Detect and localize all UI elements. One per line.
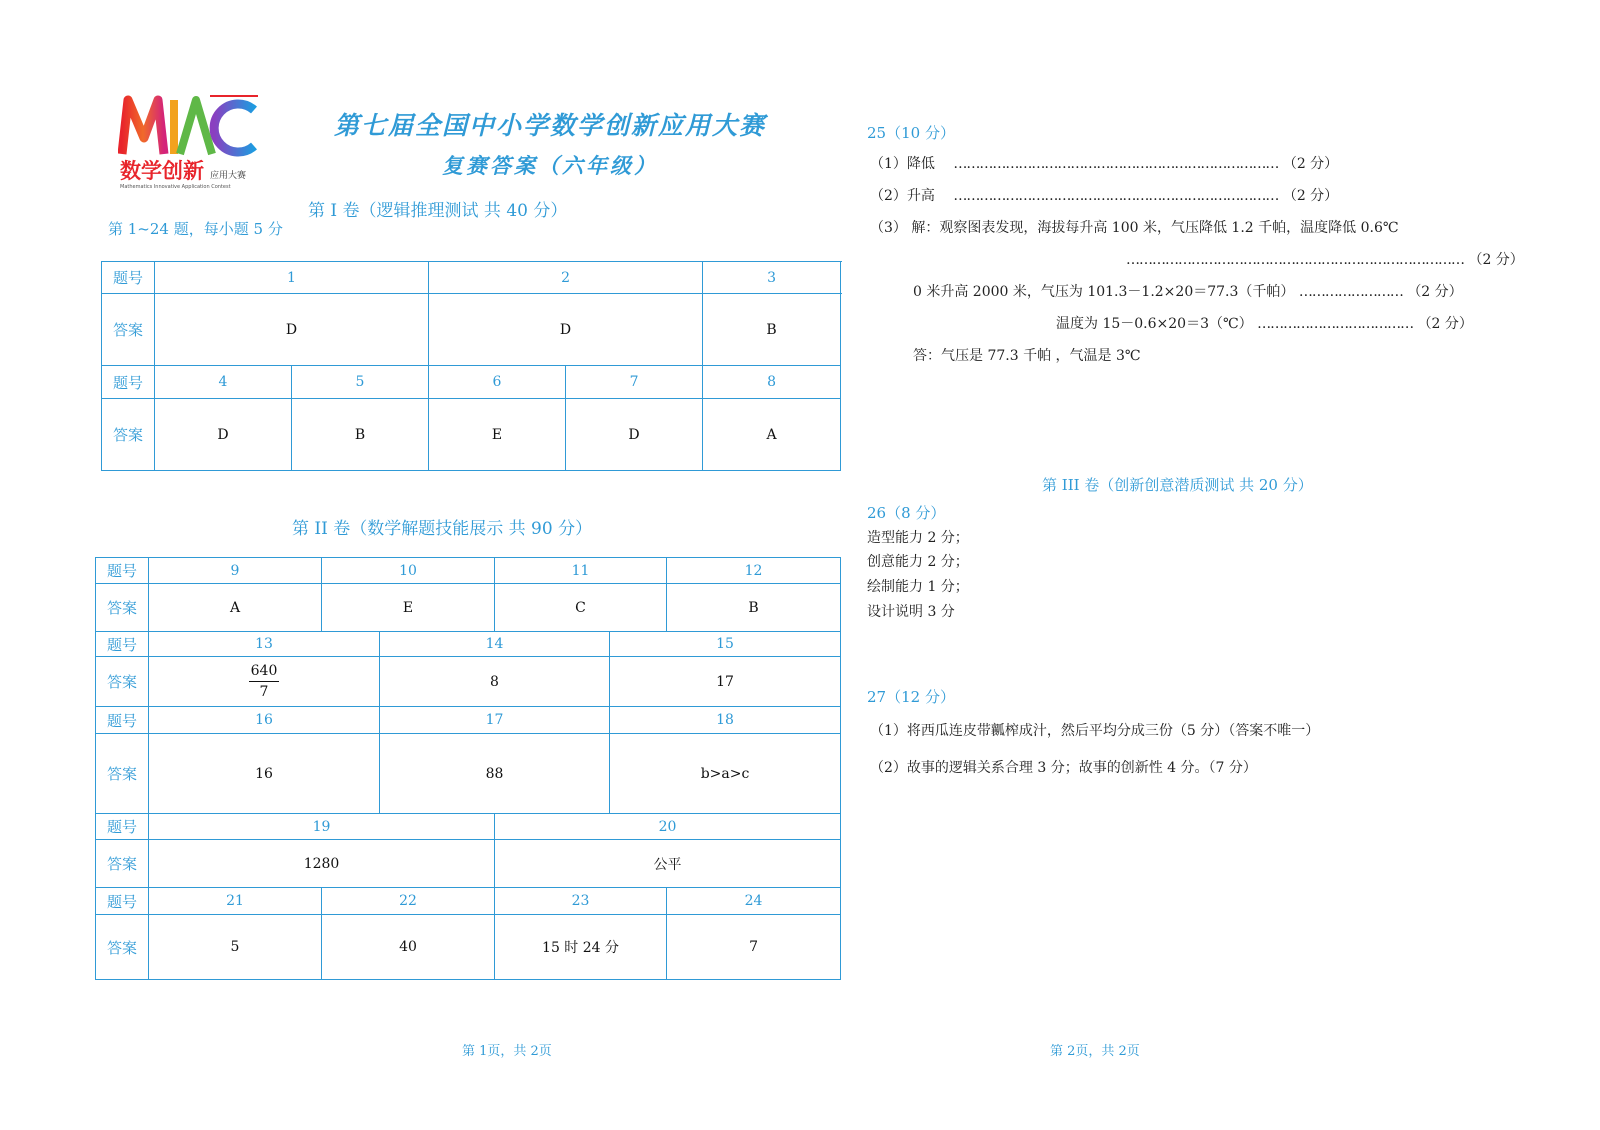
q-number: 9 [149,558,322,584]
q-number: 5 [292,366,429,399]
label-ans: 答案 [102,399,155,471]
fraction [249,661,280,702]
label-no: 题号 [96,814,149,840]
label-no: 题号 [96,707,149,734]
q-number: 12 [667,558,841,584]
q-answer: 16 [149,734,380,814]
label-ans: 答案 [96,734,149,814]
q25-line4 [1126,249,1524,269]
q-number: 16 [149,707,380,734]
q-answer: D [566,399,703,471]
q-number: 6 [429,366,566,399]
q-answer: 公平 [495,840,841,888]
q-number: 19 [149,814,495,840]
q-answer: D [155,399,292,471]
document-title: 第七届全国中小学数学创新应用大赛 [333,111,766,140]
q25-l5-score: （2 分） [1407,284,1463,300]
document-subtitle: 复赛答案（六年级） [442,153,658,178]
q27-head: 27（12 分） [867,688,955,706]
q-answer: 17 [610,657,841,707]
q25-l2-score: （2 分） [1282,188,1339,204]
q-number: 20 [495,814,841,840]
q25-line5 [913,281,1463,301]
q25-l4-score: （2 分） [1468,252,1524,268]
q-number: 18 [610,707,841,734]
q-number: 8 [703,366,841,399]
q25-l4-dots: …………………………………………………………………… [1126,252,1464,268]
q-answer: 1280 [149,840,495,888]
part1-title: 第 I 卷（逻辑推理测试 共 40 分） [308,201,568,221]
label-ans: 答案 [96,840,149,888]
q-answer: 7 [667,915,841,980]
q25-l1-score: （2 分） [1282,156,1339,172]
table-row [96,734,841,814]
q25-l2-label: （2）升高 [870,188,935,204]
label-ans: 答案 [96,657,149,707]
q25-l6-dots: ……………………………… [1257,316,1414,332]
q-answer: E [322,584,495,632]
label-no: 题号 [102,262,155,294]
label-ans: 答案 [96,915,149,980]
q26-item: 设计说明 3 分 [867,604,955,620]
q26-item: 创意能力 2 分； [867,554,969,570]
q-number: 1 [155,262,429,294]
q-number: 7 [566,366,703,399]
q-answer: 88 [380,734,610,814]
q27-line1: （1）将西瓜连皮带瓤榨成汁，然后平均分成三份（5 分）（答案不唯一） [870,723,1320,739]
q-number: 11 [495,558,667,584]
table-row [102,294,841,366]
table-row [102,366,841,399]
q-number: 2 [429,262,703,294]
label-no: 题号 [96,632,149,657]
miac-logo-graphic [118,92,263,192]
label-ans: 答案 [102,294,155,366]
q25-l5-dots: …………………… [1298,284,1403,300]
q26-head: 26（8 分） [867,504,946,522]
table-row [96,915,841,980]
logo-subtitle: 数学创新 [120,159,204,183]
footer-page-left: 第 1页，共 2页 [462,1044,552,1059]
table-row [96,840,841,888]
q-answer: B [292,399,429,471]
fraction-numerator: 640 [249,661,280,682]
q27-line2: （2）故事的逻辑关系合理 3 分；故事的创新性 4 分。（7 分） [870,760,1257,776]
q-number: 10 [322,558,495,584]
q-number: 4 [155,366,292,399]
part1-note: 第 1~24 题，每小题 5 分 [108,220,283,238]
q25-l5-text: 0 米升高 2000 米，气压为 101.3－1.2×20＝77.3（千帕） [913,284,1295,300]
q25-line3: （3） 解：观察图表发现，海拔每升高 100 米，气压降低 1.2 千帕，温度降低 0.6℃ [870,220,1399,236]
table-row [96,558,841,584]
q-number: 22 [322,888,495,915]
part2-title: 第 II 卷（数学解题技能展示 共 90 分） [292,519,593,539]
q-answer: D [429,294,703,366]
q-number: 14 [380,632,610,657]
q-number: 3 [703,262,841,294]
footer-page-right: 第 2页，共 2页 [1050,1044,1140,1059]
q-number: 17 [380,707,610,734]
q25-l6-text: 温度为 15－0.6×20＝3（℃） [1056,316,1253,332]
q25-head: 25（10 分） [867,124,955,142]
table-row [96,632,841,657]
q-answer: A [703,399,841,471]
q25-line6 [1056,313,1473,333]
q-number: 15 [610,632,841,657]
q-answer: 8 [380,657,610,707]
table-row [96,814,841,840]
label-no: 题号 [102,366,155,399]
logo-sub-small: 应用大赛 [210,171,247,181]
label-ans: 答案 [96,584,149,632]
table-row [96,584,841,632]
table-row [96,657,841,707]
q25-line7: 答：气压是 77.3 千帕 ，气温是 3℃ [913,348,1141,364]
table-row [96,888,841,915]
part2-table [95,557,841,980]
logo-tagline: Mathematics Innovative Application Contest [120,184,231,190]
q-answer: 40 [322,915,495,980]
q-answer: b>a>c [610,734,841,814]
q25-l1-label: （1）降低 [870,156,935,172]
q-answer: D [155,294,429,366]
table-row [96,707,841,734]
table-row [102,399,841,471]
miac-logo [118,92,263,192]
q-answer: B [667,584,841,632]
q26-item: 造型能力 2 分； [867,530,969,546]
q-answer: E [429,399,566,471]
label-no: 题号 [96,558,149,584]
part1-table [101,261,841,471]
label-no: 题号 [96,888,149,915]
q-answer: 15 时 24 分 [495,915,667,980]
q25-l6-score: （2 分） [1417,316,1473,332]
q-number: 24 [667,888,841,915]
q-answer-fraction [149,657,380,707]
q25-line1 [870,153,1338,173]
fraction-denominator: 7 [259,684,269,700]
q-number: 13 [149,632,380,657]
q-number: 23 [495,888,667,915]
q26-item: 绘制能力 1 分； [867,579,969,595]
q-answer: B [703,294,841,366]
part3-title: 第 III 卷（创新创意潜质测试 共 20 分） [1042,476,1313,494]
q-answer: C [495,584,667,632]
q25-line2 [870,185,1338,205]
q25-l1-dots: ………………………………………………………………… [953,156,1279,172]
table-row [102,262,841,294]
q-number: 21 [149,888,322,915]
q-answer: 5 [149,915,322,980]
q25-l2-dots: ………………………………………………………………… [953,188,1279,204]
q-answer: A [149,584,322,632]
